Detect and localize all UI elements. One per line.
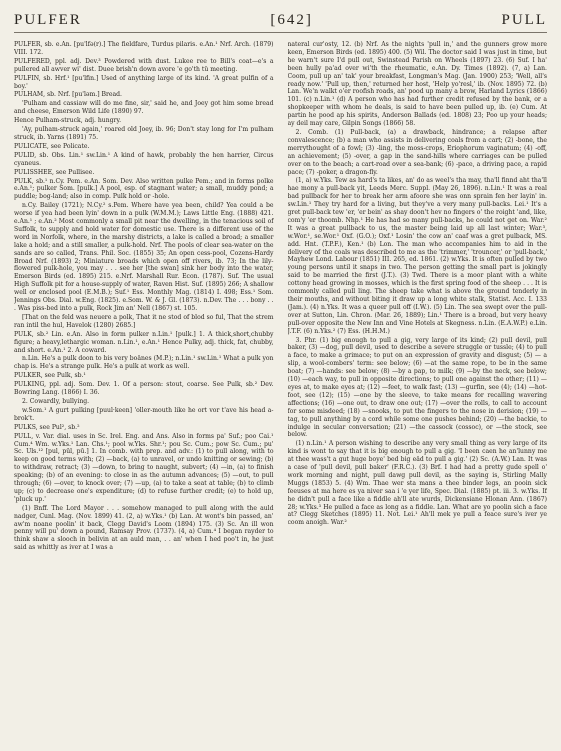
dictionary-entry: 3. Phr. (1) big enough to pull a gig, very large of its kind; (2) pull devil, pull baker, (3) —dog, pull devil, used to describe a severe struggle or tussle; (4) to pull a face, to make a grimace; to put on an expression of gravity and disgust; (5) — a slip, a wool-combers' term: see below; (6) —at the same rope, to be in the same boat; (7) —hands: see below; (8) —by a pap, to milk; (9) —by the neck, see below; (10) —each way, to pull in opposite directions; to pull one against the other; (11) —eyes at, to make eyes at; (12) —feet, to walk fast; (13) —gurfin, see (4); (14) —hot-foot, see (12); (15) —one by the sleeve, to take means for recalling wavering affections; (16) —one out, to draw one out; (17) —over the rolls, to call to account for some misdeed; (18) —snooks, to put the fingers to the nose in derision; (19) —tag, to pull anything by a cord while some one pushes behind; (20) —the backie, to indulge in secular conversation; (21) —the cassock (cossoc), or —the stock, see below.: [287, 336, 547, 439]
right-column: [288, 41, 548, 741]
dictionary-entry: n.Lin. He's a pulk doon to bis very boänes (M.P.); n.Lin.¹ sw.Lin.¹ What a pulk yon chap is. He's a strange pulk. He's a pulk at work as well.: [14, 355, 274, 371]
dictionary-entry: PULISSHEE, see Pullisee.: [14, 168, 95, 176]
dictionary-entry: [That on the feld was neuere a polk, That it ne stod of blod so ful, That the strem ran intil the hul, Havelok (1280) 2685.]: [14, 313, 274, 329]
dictionary-entry: PULFER, sb. e.An. [pu'lfə(r).] The fieldfare, Turdus pilaris. e.An.¹ Nrf. Arch. (1879) VIII. 172.: [14, 41, 274, 56]
dictionary-entry: 'Ay, pulham-struck again,' roared old Joey, ib. 96; Don't stay long for I'm pulham struck, ib. Yarns (1891) 75.: [14, 126, 274, 141]
dictionary-entry: w.Som.¹ A gurt pulking [puul·keen] 'oller-mouth like he ort vor t'ave his head a-brok't.: [14, 406, 274, 422]
dictionary-entry: PULK, sb.¹ n.Cy. Pem. e.An. Som. Dev. Also written pulke Pem.; and in forms polke e.An.¹; pulker Som. [pulk.] A pool, esp. of stagnant water; a small, muddy pond; a puddle; bog-land; also in comp. Pulk hold or -hole.: [14, 177, 274, 201]
dictionary-entry: 2. Comb. (1) Pull-back, (a) a drawback, hindrance; a relapse after convalescence; (b) a man who assists in delivering coals from a cart; (2) -bone, the merrythought of a fowl; (3) -ling, the moss-crops, Eriophorum vaginatum; (4) -off, an achievement; (5) -over, a gap in the sand-hills where carriages can be pulled over on to the beach; a cart-road over a sea-bank; (6) -pace, a driving pace, a rapid pace; (7) -poker, a dragon-fly.: [287, 128, 547, 176]
dictionary-entry: 'Pulham and cassiaw will do me fine, sir,' said he, and Joey got him some bread and cheese, Emerson Wild Life (1890) 97.: [14, 100, 274, 116]
dictionary-entry: PULK, sb.² Lin. e.An. Also in form pulker n.Lin.¹ [pulk.] 1. A thick,short,chubby figure; a heavy,lethargic woman. n.Lin.¹, e.An.¹ Hence Pulky, adj. thick, fat, chubby, and short. e.An.¹ 2. A coward.: [14, 330, 274, 354]
left-column: [14, 41, 274, 741]
dictionary-entry: Hence Pulham-struck, adj. hungry.: [14, 117, 122, 125]
dictionary-entry: PULFERED, ppl. adj. Dev.³ Powdered with dust. Lukee ree to Bill's coat—e's a pullered all awver wi' dist. Duee brish'n down avore 'e go'th tü meeting.: [14, 57, 274, 73]
page-header: [14, 6, 547, 33]
dictionary-entry: (1) n.Lin.¹ A person wishing to describe any very small thing as very large of its kind is wont to say that it is big enough to pull a gig. 'I been caen he an'lunny me at thee wass't a gut huge boye' bed big eäd to pull a gig.' (2) Sc. (A.W.) Lan. It was a case of 'pull devil, pull baker' (F.R.C.). (3) Brf. I had had a pretty gude spell o' work morning and night, pull dawg pull devil, as the saying is, Stirling Mally Muggs (1853) 5. (4) Wm. Thae wer sta mans a thee binder legs, an pooin sick feeuses at ma here es ya niver saa i 'e yer life, Spec. Dial. (1885) pt. iii. 3. w.Yks. If he didn't pull a face like a fiddle ah'll ate wurds, Dickensiane Hlonan Ann. (1867) 28; w.Yks.³ He pulled a face as long as a fiddle. Lan. What are yo poolin sich a face at? Clegg Sketches (1895) 11. Not. Lei.¹ Ah'll mek ye pull a feace sure's iver ye coom anoigh. War.²: [287, 440, 547, 527]
header-right-headword: PULL: [501, 12, 547, 28]
dictionary-entry: n.Cy. Bailey (1721); N.Cy.² s.Pem. Where have yea been, child? Yea could a be worse if yea had been lyin' down in a pulk (W.M.M.); Laws Little Eng. (1888) 421. e.An.¹ ; e.An.² Most commonly a small pit near the dwelling, in the tenacious soil of Suffolk, to supply and hold water for domestic use. There is a different use of the word in Norfolk, where, in the marshy districts, a lake is called a broad; a smaller lake a hold; and a still smaller, a pulk-hold. Nrf. The pools of clear sea-water on the sands are so called, Trans. Phil. Soc. (1855) 35; An open cess-pool, Cozens-Hardy Broad Nrf. (1893) 2; Miniature broads which open off rivers, ib. 73; In the lily-flowered pulk-hole, you may . . . see her [the swan] sink her body into the water, Emerson Birds (ed. 1895) 215. e.Nrf. Marshall Rur. Econ. (1787). Suf. The usual High Suffolk pit for a house-supply of water, Raven Hist. Suf. (1895) 266; A shallow well or enclosed pool (E.M.B.); Suf.¹ Ess. Monthly Mag. (1814) I. 498; Ess.¹ Som. Jennings Obs. Dial. w.Eng. (1825). e.Som. W. & J. Gl. (1873). n.Dev. The . . . bony . . . Was piss-bed into a pulk, Rock Jim an' Nell (1867) st. 105.: [14, 202, 274, 312]
dictionary-entry: PULFIN, sb. Hrf.¹ [pu'lfin.] Used of anything large of its kind. 'A great pulfin of a boy.': [14, 74, 274, 90]
dictionary-entry: nateral cur'osty, 12. (b) Nrf. As the nights 'pull in,' and the gunners grow more keen, Emerson Birds (ed. 1895) 400. (5) Wil. The doctor said I was just in time, but he warn't sure I'd pull out, Swinstead Parish on Wheels (1897) 23. (6) Suf. I ha' been hully pa'ad over wi'th the rheumatic, e.An. Dy. Times (1892). (7, a) Lan. Coom, pull up an' tak' your breakfast, Longman's Mag. (Jan. 1900) 253; 'Well, all's ready now.' 'Pull up, then,' returned her host, 'Help yo'resl,' ib. (Nov. 1895) 72. (b) Lan. We'n walkt o'er roofish roads, an' pood up many a brow, Harland Lyrics (1866) 101. (c) n.Lin.¹ (d) A person who has had further credit refused by the bank, or a shopkeeper with whom he deals, is said to have been pulled up, ib. (e) Cum. At partin he pood ap his spirits, Anderson Ballads (ed. 1808) 23; Poo up your heads; ay deil may care, Gilpin Songs (1866) 58.: [287, 41, 547, 128]
dictionary-entry: PULL, v. Var. dial. uses in Sc. Irel. Eng. and Ans. Also in forms pa' Suf.; poo Cai.¹ Cum.⁴ Wm. w.Yks.¹ Lan. Chs.¹; pool w.Yks. Shr.¹; pou Sc. Cum.; pow Sc. Cum.; pu' Sc. Uls.¹² [pul, pūl, pū.] 1. In comb. with prep. and adv.: (1) to pull along, with to keep on good terms with; (2) —back, (a) to unravel, or undo knitting or sewing; (b) to withdraw, retract; (3) —down, to bring to naught, subvert; (4) —in, (a) to finish speaking; (b) of an evening: to close in as the autumn advances; (5) —out, to pull through; (6) —over, to knock over; (7) —up, (a) to take a seat at table; (b) to climb up; (c) to decrease one's expenditure; (d) to refuse further credit; (e) to hold up, 'pluck up.': [14, 432, 274, 503]
two-column-body: [14, 41, 547, 741]
dictionary-entry: PULID, sb. Obs. Lin.¹ sw.Lin.¹ A kind of hawk, probably the hen harrier, Circus cyaneus.: [14, 151, 274, 167]
dictionary-entry: (1, a) w.Yks. Tew as hard's ta likes, an' do as weel's tha may, tha'll finnd aht tha'll hae mony a pull-back yit, Leeds Merc. Suppl. (May 26, 1896). n.Lin.¹ It was a real bad pullback for her to break her arm afoore she was onn sprain fen her layin' in. sw.Lin.¹ They try hard for a living, but they've a very many pull-backs. Lei.¹ It's a gret pull-back tew 'er, 'er bein' as shay doon't hev no fingers o' the roight 'and, like, com'y 'er thoomb. Nhp.¹ He has had so many pull-backs, he could not get on. War.² It was a great pullback to us, the master being laid up all last winter; War.³, w.Wor.¹, se.Wor.¹ Oxf. (G.O.); Oxf.¹ Losin' the cow an' caaf was a gret pulback, MS. add. Hnt. (T.P.F.), Ken.¹ (b) Lon. The man who accompanies him to aid in the delivery of the coals was described to me as the 'trimmer,' 'trouncer,' or 'pull-back,' Mayhew Lond. Labour (1851) III. 265, ed. 1861. (2) w.Yks. It is often pulled by two young persons until it snaps in two. The person getting the small part is jokingly said to be married the first (J.T.). (3) Twd. There is a moor plant with a white cottony head growing in mosses, which is the first spring food of the sheep . . . It is commonly called pull ling. The sheep take what is above the ground tenderly in their mouths, and without biting it draw up a long white stalk, Statist. Acc. I. 133 (Jam.). (4) n.Yks. It was a queer pull off (I.W.). (5) Lin. The sea swept over the pull-over at Sutton, Lin. Chron. (Mar. 26, 1889); Lin.¹ There is a broad, but very heavy pull-over opposite the New Inn and Vine Hotels at Skegness. n.Lin. (E.A.W.P.) e.Lin. J.T.F. (6) n.Yks.² (7) Ess. (H.H.M.): [287, 177, 547, 335]
dictionary-entry: PULKS, see Pul², sb.²: [14, 423, 80, 431]
dictionary-entry: PULICATE, see Policate.: [14, 142, 90, 150]
dictionary-entry: PULHAM, sb. Nrf. [pu'ləm.] Bread.: [14, 91, 122, 99]
dictionary-entry: PULKING, ppl. adj. Som. Dev. 1. Of a person: stout, coarse. See Pulk, sb.² Dev. Bowring Lang. (1866) I. 36.: [14, 381, 274, 397]
dictionary-entry: 2. Cowardly, bullying.: [22, 397, 90, 405]
header-left-headword: PULFER: [14, 12, 82, 28]
page-number: [642]: [270, 12, 313, 28]
dictionary-entry: PULKER, see Pulk, sb.¹: [14, 372, 86, 380]
dictionary-entry: (1) Bnff. The Lord Mayor . . . somehow managed to pull along with the auld nadger, Cunl. Mag. (Nov. 1899) 41. (2, a) w.Yks.¹ (b) Lan. At wont's bin passed, an' aw'm noane poolin' it back, Clegg David's Loom (1894) 175. (3) Sc. An ill won penny will pu' down a pound, Ramsay Prov. (1737). (4, a) Cum.⁴ I began rayder to think shaw a slooch in belivin at an auld man, . . an' when I hed poo't in, he just said as whittly as iver at I was a: [14, 504, 274, 552]
